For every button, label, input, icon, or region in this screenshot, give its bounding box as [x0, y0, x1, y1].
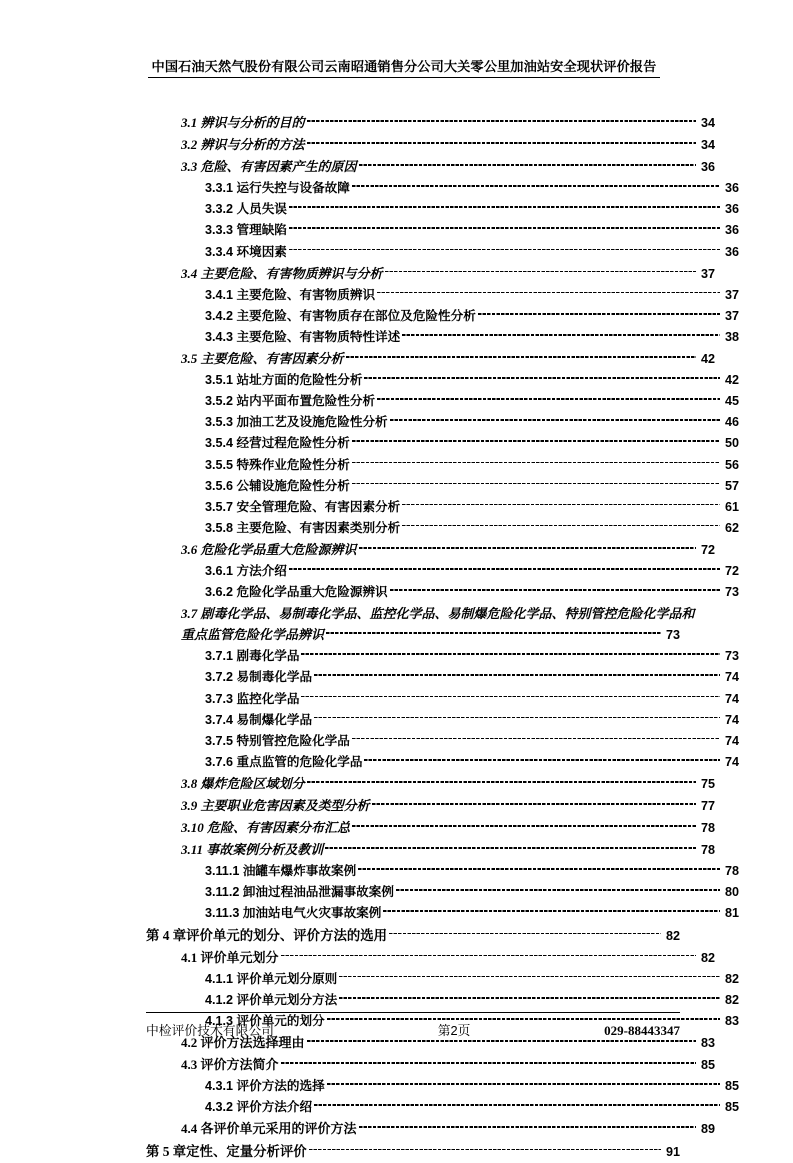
toc-entry-label-continued: 重点监管危险化学品辨识	[181, 627, 325, 643]
toc-entry-page: 46	[724, 415, 739, 430]
toc-entry-page: 36	[724, 223, 739, 238]
toc-entry[interactable]	[205, 990, 739, 1011]
toc-leader-dots	[346, 351, 696, 363]
toc-entry-page: 61	[724, 499, 739, 514]
table-of-contents	[146, 112, 739, 1163]
toc-entry[interactable]	[181, 947, 715, 969]
toc-entry-page: 83	[724, 1013, 739, 1028]
toc-leader-dots	[478, 308, 720, 320]
toc-entry-label: 4.3 评价方法简介	[181, 1057, 279, 1073]
toc-entry-label: 3.3.3 管理缺陷	[205, 223, 287, 238]
toc-entry-page: 37	[724, 308, 739, 323]
toc-entry-label: 3.5.5 特殊作业危险性分析	[205, 457, 350, 472]
toc-entry[interactable]	[205, 285, 739, 306]
toc-entry[interactable]	[181, 112, 715, 134]
toc-leader-dots	[327, 1078, 720, 1090]
toc-leader-dots	[289, 244, 720, 256]
toc-entry-label: 3.11.1 油罐车爆炸事故案例	[205, 864, 357, 879]
toc-entry[interactable]	[181, 795, 715, 817]
toc-entry[interactable]	[205, 1097, 739, 1118]
toc-entry-label: 3.11.2 卸油过程油品泄漏事故案例	[205, 885, 394, 900]
toc-entry-label: 3.4.1 主要危险、有害物质辨识	[205, 287, 376, 302]
toc-leader-dots	[325, 842, 696, 854]
toc-entry-label: 4.4 各评价单元采用的评价方法	[181, 1121, 357, 1137]
toc-entry-page: 73	[724, 649, 739, 664]
toc-entry-label: 4.1 评价单元划分	[181, 949, 279, 965]
toc-entry-label: 3.5.4 经营过程危险性分析	[205, 436, 350, 451]
toc-leader-dots	[352, 478, 720, 490]
toc-entry-label: 3.7.4 易制爆化学品	[205, 712, 313, 727]
toc-entry-page: 74	[724, 670, 739, 685]
toc-entry-page: 38	[724, 329, 739, 344]
toc-entry-label: 3.6 危险化学品重大危险源辨识	[181, 541, 357, 557]
toc-entry-label: 3.4.2 主要危险、有害物质存在部位及危险性分析	[205, 308, 476, 323]
toc-entry-page: 72	[724, 563, 739, 578]
toc-entry-label: 3.7 剧毒化学品、易制毒化学品、监控化学品、易制爆危险化学品、特别管控危险化学品和	[181, 606, 695, 622]
toc-entry-page: 73	[665, 628, 680, 643]
page-footer	[146, 1012, 680, 1039]
toc-leader-dots	[339, 992, 720, 1004]
toc-entry[interactable]	[181, 603, 695, 646]
toc-entry[interactable]	[205, 861, 739, 882]
toc-entry[interactable]	[205, 518, 739, 539]
header-divider	[148, 77, 660, 78]
toc-leader-dots	[339, 971, 720, 983]
toc-entry-page: 37	[724, 287, 739, 302]
toc-entry[interactable]	[181, 134, 715, 156]
toc-entry-page: 72	[700, 542, 715, 557]
toc-entry-label: 3.5.1 站址方面的危险性分析	[205, 373, 363, 388]
toc-entry[interactable]	[205, 561, 739, 582]
footer-divider	[146, 1012, 680, 1013]
toc-entry-label: 3.5.6 公辅设施危险性分析	[205, 478, 350, 493]
toc-leader-dots	[289, 222, 720, 234]
toc-entry-page: 85	[724, 1079, 739, 1094]
toc-entry-label: 3.11 事故案例分析及教训	[181, 842, 324, 858]
toc-entry[interactable]	[205, 199, 739, 220]
toc-entry[interactable]	[205, 306, 739, 327]
toc-leader-dots	[309, 1144, 661, 1156]
toc-leader-dots	[390, 414, 720, 426]
toc-entry-label: 3.4.3 主要危险、有害物质特性详述	[205, 329, 401, 344]
page-header	[148, 58, 660, 78]
toc-leader-dots	[307, 115, 696, 127]
toc-entry-page: 45	[724, 394, 739, 409]
toc-leader-dots	[301, 691, 720, 703]
toc-leader-dots	[281, 950, 696, 962]
toc-entry-label: 3.7.2 易制毒化学品	[205, 670, 313, 685]
toc-entry[interactable]	[205, 220, 739, 241]
toc-leader-dots	[377, 287, 720, 299]
toc-entry-label: 3.8 爆炸危险区域划分	[181, 775, 305, 791]
toc-entry[interactable]	[205, 710, 739, 731]
toc-leader-dots	[359, 1121, 696, 1133]
toc-leader-dots	[377, 393, 720, 405]
toc-entry-page: 74	[724, 733, 739, 748]
toc-leader-dots	[359, 159, 696, 171]
toc-entry[interactable]	[205, 731, 739, 752]
toc-entry[interactable]	[205, 391, 739, 412]
toc-leader-dots	[390, 584, 720, 596]
toc-entry[interactable]	[205, 370, 739, 391]
toc-entry-label: 3.9 主要职业危害因素及类型分析	[181, 798, 370, 813]
toc-entry[interactable]	[146, 1141, 680, 1163]
toc-entry[interactable]	[205, 433, 739, 454]
toc-entry-label: 3.5 主要危险、有害因素分析	[181, 351, 344, 367]
toc-entry-page: 50	[724, 436, 739, 451]
footer-company: 中检评价技术有限公司	[146, 1023, 274, 1038]
footer-phone: 029-88443347	[604, 1023, 680, 1038]
toc-entry[interactable]	[181, 539, 715, 561]
toc-entry-page: 42	[700, 352, 715, 367]
toc-entry-label: 3.1 辨识与分析的目的	[181, 115, 305, 130]
toc-leader-dots	[281, 1057, 696, 1069]
toc-leader-dots	[314, 1099, 720, 1111]
toc-entry-label: 3.7.1 剧毒化学品	[205, 649, 300, 664]
toc-entry-label: 4.1.3 评价单元的划分	[205, 1013, 325, 1028]
toc-leader-dots	[352, 457, 720, 469]
toc-entry-label: 4.2 评价方法选择理由	[181, 1035, 305, 1051]
toc-entry-label: 3.10 危险、有害因素分布汇总	[181, 820, 351, 836]
toc-entry-page: 82	[724, 992, 739, 1007]
toc-entry-label: 3.5.3 加油工艺及设施危险性分析	[205, 415, 388, 430]
toc-leader-dots	[385, 266, 696, 278]
toc-entry[interactable]	[205, 476, 739, 497]
toc-entry[interactable]	[181, 773, 715, 795]
toc-entry[interactable]	[181, 817, 715, 839]
toc-entry-page: 82	[724, 971, 739, 986]
toc-entry-page: 34	[700, 116, 715, 130]
toc-leader-dots	[326, 627, 661, 639]
toc-entry-page: 78	[700, 843, 715, 858]
toc-entry-label: 3.6.2 危险化学品重大危险源辨识	[205, 585, 388, 600]
report-title: 中国石油天然气股份有限公司云南昭通销售分公司大关零公里加油站安全现状评价报告	[151, 59, 657, 74]
toc-entry-page: 36	[724, 202, 739, 217]
toc-entry-label: 3.3.2 人员失误	[205, 202, 287, 217]
toc-leader-dots	[352, 180, 720, 192]
toc-entry-label: 3.3.4 环境因素	[205, 244, 287, 259]
toc-entry[interactable]	[181, 839, 715, 861]
toc-entry[interactable]	[205, 178, 739, 199]
toc-entry-page: 62	[724, 520, 739, 535]
toc-entry-page: 74	[724, 712, 739, 727]
toc-leader-dots	[402, 499, 720, 511]
toc-leader-dots	[402, 520, 720, 532]
toc-entry[interactable]	[205, 327, 739, 348]
toc-entry-label: 3.11.3 加油站电气火灾事故案例	[205, 906, 382, 921]
toc-entry-page: 91	[665, 1144, 680, 1159]
toc-entry[interactable]	[205, 667, 739, 688]
toc-leader-dots	[364, 372, 720, 384]
toc-leader-dots	[389, 928, 661, 940]
toc-leader-dots	[358, 863, 720, 875]
toc-entry-page: 36	[724, 244, 739, 259]
toc-entry[interactable]	[205, 582, 739, 603]
toc-entry-label: 3.7.6 重点监管的危险化学品	[205, 754, 363, 769]
toc-leader-dots	[352, 435, 720, 447]
toc-entry-page: 83	[700, 1036, 715, 1051]
toc-entry[interactable]	[181, 156, 715, 178]
toc-leader-dots	[383, 905, 720, 917]
toc-entry-label: 3.3.1 运行失控与设备故障	[205, 181, 350, 196]
toc-leader-dots	[314, 712, 720, 724]
toc-entry-label: 第 4 章评价单元的划分、评价方法的选用	[146, 927, 388, 943]
toc-entry-page: 78	[724, 864, 739, 879]
toc-entry-label: 4.1.2 评价单元划分方法	[205, 992, 338, 1007]
toc-leader-dots	[289, 201, 720, 213]
toc-entry-label: 4.3.1 评价方法的选择	[205, 1079, 325, 1094]
toc-entry-page: 78	[700, 821, 715, 836]
toc-entry[interactable]	[205, 1076, 739, 1097]
toc-entry-label: 3.5.2 站内平面布置危险性分析	[205, 394, 376, 409]
toc-entry-label: 3.4 主要危险、有害物质辨识与分析	[181, 265, 383, 281]
toc-entry[interactable]	[205, 903, 739, 924]
toc-entry-page: 37	[700, 266, 715, 281]
toc-entry-page: 82	[700, 950, 715, 965]
toc-entry-page: 42	[724, 373, 739, 388]
toc-entry-label: 3.7.5 特别管控危险化学品	[205, 733, 350, 748]
toc-entry-page: 36	[724, 181, 739, 196]
toc-entry[interactable]	[205, 969, 739, 990]
toc-entry[interactable]	[181, 348, 715, 370]
toc-entry[interactable]	[181, 1054, 715, 1076]
toc-entry[interactable]	[205, 455, 739, 476]
toc-entry-page: 57	[724, 478, 739, 493]
toc-entry-page: 80	[724, 885, 739, 900]
toc-entry-page: 73	[724, 585, 739, 600]
toc-entry-page: 89	[700, 1122, 715, 1137]
toc-leader-dots	[396, 884, 720, 896]
toc-leader-dots	[307, 776, 696, 788]
toc-entry-page: 77	[700, 799, 715, 813]
toc-entry-label: 第 5 章定性、定量分析评价	[146, 1143, 307, 1159]
toc-leader-dots	[352, 820, 696, 832]
toc-entry-page: 36	[700, 160, 715, 175]
toc-entry-page: 56	[724, 457, 739, 472]
toc-entry-label: 3.7.3 监控化学品	[205, 691, 300, 706]
toc-entry-page: 74	[724, 691, 739, 706]
toc-entry-label: 3.5.8 主要危险、有害因素类别分析	[205, 520, 401, 535]
toc-entry-page: 81	[724, 906, 739, 921]
toc-entry[interactable]	[205, 689, 739, 710]
toc-entry-label: 3.2 辨识与分析的方法	[181, 137, 305, 153]
toc-entry[interactable]	[205, 882, 739, 903]
footer-page-number: 第2页	[437, 1023, 471, 1038]
toc-entry[interactable]	[205, 752, 739, 773]
toc-entry-label: 3.5.7 安全管理危险、有害因素分析	[205, 499, 401, 514]
toc-leader-dots	[364, 754, 720, 766]
toc-entry[interactable]	[181, 1118, 715, 1140]
toc-entry[interactable]	[146, 925, 680, 947]
toc-leader-dots	[402, 329, 720, 341]
toc-entry-page: 82	[665, 928, 680, 943]
toc-entry[interactable]	[205, 412, 739, 433]
toc-entry-page: 85	[700, 1058, 715, 1073]
toc-leader-dots	[352, 733, 720, 745]
toc-entry-label: 3.3 危险、有害因素产生的原因	[181, 159, 357, 175]
toc-leader-dots	[301, 648, 720, 660]
toc-leader-dots	[314, 669, 720, 681]
toc-entry[interactable]	[205, 242, 739, 263]
toc-entry[interactable]	[205, 646, 739, 667]
toc-entry[interactable]	[205, 497, 739, 518]
toc-leader-dots	[289, 563, 720, 575]
toc-entry-page: 85	[724, 1100, 739, 1115]
toc-entry-label: 4.1.1 评价单元划分原则	[205, 971, 338, 986]
toc-leader-dots	[307, 137, 696, 149]
toc-entry-label: 4.3.2 评价方法介绍	[205, 1100, 313, 1115]
toc-entry[interactable]	[181, 263, 715, 285]
toc-entry-page: 75	[700, 776, 715, 791]
toc-entry-label: 3.6.1 方法介绍	[205, 563, 287, 578]
toc-leader-dots	[359, 542, 696, 554]
toc-entry-page: 74	[724, 754, 739, 769]
toc-entry-page: 34	[700, 138, 715, 153]
toc-leader-dots	[372, 798, 696, 810]
